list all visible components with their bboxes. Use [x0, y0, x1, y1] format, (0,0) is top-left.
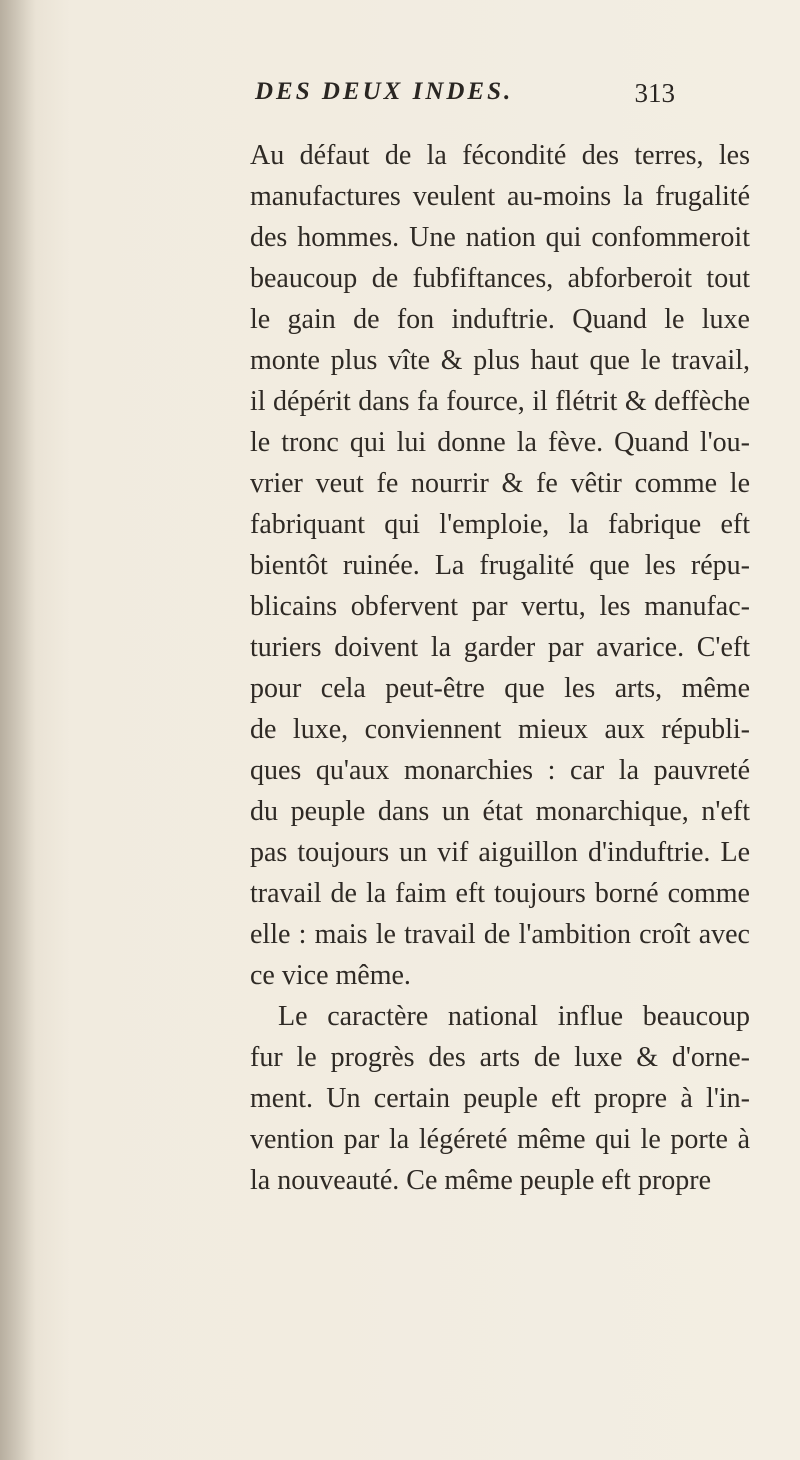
text-line: Le caractère national influe beaucoup	[278, 1001, 750, 1032]
text-line: ques qu'aux monarchies : car la pauvreté	[250, 755, 750, 786]
text-line: vrier veut fe nourrir & fe vêtir comme le	[250, 468, 750, 499]
text-line: travail de la faim eft toujours borné comme	[250, 878, 750, 909]
text-line: bientôt ruinée. La frugalité que les répu-	[250, 550, 750, 581]
text-line: la nouveauté. Ce même peuple eft propre	[250, 1165, 712, 1196]
text-line: fabriquant qui l'emploie, la fabrique eft	[250, 509, 750, 540]
text-line: le tronc qui lui donne la fève. Quand l'ou-	[250, 427, 750, 458]
text-line: manufactures veulent au-moins la frugalité	[250, 181, 750, 212]
text-line: pas toujours un vif aiguillon d'induftrie. Le	[250, 837, 750, 868]
text-line: des hommes. Une nation qui confommeroit	[250, 222, 750, 253]
text-line: Au défaut de la fécondité des terres, les	[250, 140, 750, 171]
text-line: il dépérit dans fa fource, il flétrit & deffèche	[250, 386, 750, 417]
text-line: fur le progrès des arts de luxe & d'orne-	[250, 1042, 750, 1073]
page-number: 313	[634, 78, 675, 108]
text-line: ment. Un certain peuple eft propre à l'in-	[250, 1083, 750, 1114]
text-line: pour cela peut-être que les arts, même	[250, 673, 750, 704]
text-line: de luxe, conviennent mieux aux républi-	[250, 714, 750, 745]
text-line: vention par la légéreté même qui le porte à	[250, 1124, 750, 1155]
body-text	[250, 135, 750, 1201]
running-title: DES DEUX INDES.	[255, 78, 514, 105]
gutter-shadow	[0, 0, 36, 1460]
text-line: elle : mais le travail de l'ambition croît avec	[250, 919, 750, 950]
text-line: ce vice même.	[250, 960, 411, 991]
text-line: du peuple dans un état monarchique, n'eft	[250, 796, 750, 827]
text-line: monte plus vîte & plus haut que le travail,	[250, 345, 750, 376]
text-line: blicains obfervent par vertu, les manufac-	[250, 591, 750, 622]
text-line: turiers doivent la garder par avarice. C'eft	[250, 632, 750, 663]
running-head	[255, 78, 695, 118]
text-line: beaucoup de fubfiftances, abforberoit tout	[250, 263, 750, 294]
text-line: le gain de fon induftrie. Quand le luxe	[250, 304, 750, 335]
